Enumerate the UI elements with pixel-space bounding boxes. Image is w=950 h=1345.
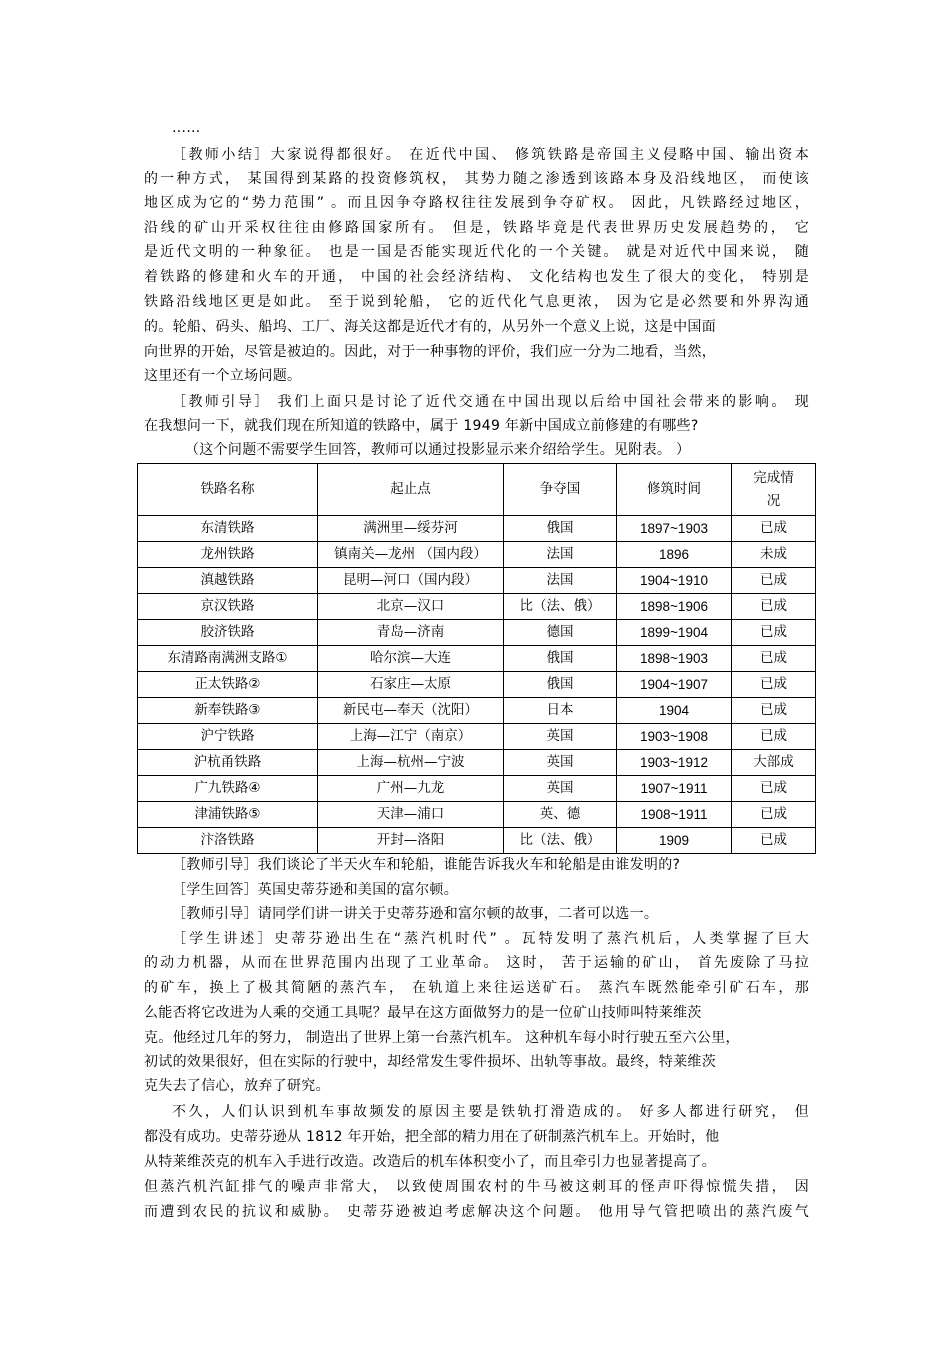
text-line: ［学生讲述］史蒂芬逊出生在“蒸汽机时代” 。瓦特发明了蒸汽机后，人类掌握了巨大	[172, 931, 809, 947]
cell-route: 石家庄—太原	[318, 672, 504, 698]
cell-status: 已成	[732, 516, 816, 542]
railway-table	[137, 463, 816, 854]
text-line: ［教师引导］我们谈论了半天火车和轮船，谁能告诉我火车和轮船是由谁发明的?	[172, 857, 681, 873]
cell-status: 已成	[732, 594, 816, 620]
cell-country: 法国	[504, 542, 617, 568]
cell-time: 1903~1908	[617, 724, 732, 750]
text-line: 的一种方式， 某国得到某路的投资修筑权， 其势力随之渗透到该路本身及沿线地区， 而使该	[144, 171, 809, 187]
text-line: 克失去了信心，放弃了研究。	[144, 1078, 330, 1094]
ellipsis-line: ……	[172, 120, 201, 136]
cell-name: 京汉铁路	[138, 594, 318, 620]
table-row	[138, 672, 816, 698]
text-line: 克。他经过几年的努力， 制造出了世界上第一台蒸汽机车。 这种机车每小时行驶五至六公里，	[144, 1030, 740, 1046]
cell-route: 哈尔滨—大连	[318, 646, 504, 672]
text-line: 么能否将它改进为人乘的交通工具呢？最早在这方面做努力的是一位矿山技师叫特莱维茨	[144, 1005, 702, 1021]
cell-name: 东清铁路	[138, 516, 318, 542]
cell-status: 已成	[732, 698, 816, 724]
cell-time: 1904~1907	[617, 672, 732, 698]
cell-country: 俄国	[504, 672, 617, 698]
text-line: 铁路沿线地区更是如此。 至于说到轮船， 它的近代化气息更浓， 因为它是必然要和外界沟通	[144, 294, 809, 310]
cell-name: 滇越铁路	[138, 568, 318, 594]
cell-route: 北京—汉口	[318, 594, 504, 620]
cell-status: 已成	[732, 646, 816, 672]
table-row	[138, 828, 816, 854]
cell-route: 广州—九龙	[318, 776, 504, 802]
cell-route: 昆明—河口（国内段）	[318, 568, 504, 594]
text-line: 这里还有一个立场问题。	[144, 368, 302, 384]
cell-country: 德国	[504, 620, 617, 646]
cell-status: 已成	[732, 620, 816, 646]
cell-status: 已成	[732, 776, 816, 802]
cell-status: 已成	[732, 828, 816, 854]
text-line: 沿线的矿山开采权往往由修路国家所有。 但是，铁路毕竟是代表世界历史发展趋势的， 它	[144, 220, 809, 236]
cell-name: 津浦铁路⑤	[138, 802, 318, 828]
table-row	[138, 750, 816, 776]
text-line: 的动力机器，从而在世界范围内出现了工业革命。 这时， 苦于运输的矿山， 首先废除了马拉	[144, 955, 809, 971]
cell-name: 新奉铁路③	[138, 698, 318, 724]
text-line: 的。轮船、码头、船坞、工厂、海关这都是近代才有的，从另外一个意义上说，这是中国面	[144, 319, 716, 335]
text-line: 初试的效果很好，但在实际的行驶中，却经常发生零件损坏、出轨等事故。最终，特莱维茨	[144, 1054, 716, 1070]
header-build-time: 修筑时间	[617, 464, 732, 516]
cell-time: 1904	[617, 698, 732, 724]
cell-name: 沪宁铁路	[138, 724, 318, 750]
cell-route: 天津—浦口	[318, 802, 504, 828]
table-row	[138, 646, 816, 672]
cell-status: 未成	[732, 542, 816, 568]
table-row	[138, 620, 816, 646]
cell-country: 日本	[504, 698, 617, 724]
cell-route: 新民屯—奉天（沈阳）	[318, 698, 504, 724]
table-row	[138, 776, 816, 802]
cell-country: 俄国	[504, 516, 617, 542]
cell-time: 1898~1903	[617, 646, 732, 672]
cell-route: 上海—杭州—宁波	[318, 750, 504, 776]
cell-name: 沪杭甬铁路	[138, 750, 318, 776]
text-line: ［教师引导］请同学们讲一讲关于史蒂芬逊和富尔顿的故事，二者可以选一。	[172, 906, 659, 922]
cell-country: 英国	[504, 776, 617, 802]
table-row	[138, 802, 816, 828]
header-route: 起止点	[318, 464, 504, 516]
cell-route: 满洲里—绥芬河	[318, 516, 504, 542]
cell-time: 1898~1906	[617, 594, 732, 620]
cell-time: 1896	[617, 542, 732, 568]
cell-time: 1909	[617, 828, 732, 854]
text-line: 的矿车，换上了极其简陋的蒸汽车， 在轨道上来往运送矿石。 蒸汽车既然能牵引矿石车，那	[144, 980, 809, 996]
cell-name: 汴洛铁路	[138, 828, 318, 854]
cell-status: 大部成	[732, 750, 816, 776]
text-line: 是近代文明的一种象征。 也是一国是否能实现近代化的一个关键。 就是对近代中国来说， 随	[144, 244, 809, 260]
cell-country: 英国	[504, 724, 617, 750]
cell-time: 1907~1911	[617, 776, 732, 802]
text-line: 地区成为它的“势力范围” 。而且因争夺路权往往发展到争夺矿权。 因此，凡铁路经过地区，	[144, 195, 809, 211]
cell-country: 比（法、俄）	[504, 828, 617, 854]
cell-name: 胶济铁路	[138, 620, 318, 646]
text-line: 在我想问一下，就我们现在所知道的铁路中，属于 1949 年新中国成立前修建的有哪些?	[144, 418, 699, 434]
cell-country: 法国	[504, 568, 617, 594]
cell-name: 广九铁路④	[138, 776, 318, 802]
header-country: 争夺国	[504, 464, 617, 516]
cell-route: 镇南关—龙州 （国内段）	[318, 542, 504, 568]
cell-time: 1899~1904	[617, 620, 732, 646]
cell-status: 已成	[732, 724, 816, 750]
text-line: 不久，人们认识到机车事故频发的原因主要是铁轨打滑造成的。 好多人都进行研究， 但	[172, 1104, 809, 1120]
table-row	[138, 724, 816, 750]
cell-status: 已成	[732, 802, 816, 828]
table-row	[138, 542, 816, 568]
text-line: 都没有成功。史蒂芬逊从 1812 年开始，把全部的精力用在了研制蒸汽机车上。开始时，他	[144, 1129, 720, 1145]
cell-route: 上海—江宁（南京）	[318, 724, 504, 750]
cell-time: 1908~1911	[617, 802, 732, 828]
cell-country: 英、德	[504, 802, 617, 828]
cell-status: 已成	[732, 672, 816, 698]
cell-country: 俄国	[504, 646, 617, 672]
text-line: 着铁路的修建和火车的开通， 中国的社会经济结构、 文化结构也发生了很大的变化， 特别是	[144, 269, 809, 285]
cell-time: 1904~1910	[617, 568, 732, 594]
cell-name: 东清路南满洲支路①	[138, 646, 318, 672]
table-row	[138, 698, 816, 724]
cell-name: 正太铁路②	[138, 672, 318, 698]
table-header-row	[138, 464, 816, 516]
text-line: ［教师小结］大家说得都很好。 在近代中国、 修筑铁路是帝国主义侵略中国、输出资本	[172, 147, 809, 163]
text-line: 而遭到农民的抗议和威胁。 史蒂芬逊被迫考虑解决这个问题。 他用导气管把喷出的蒸汽废气	[144, 1204, 809, 1220]
cell-status: 已成	[732, 568, 816, 594]
text-line: 从特莱维茨克的机车入手进行改造。改造后的机车体积变小了，而且牵引力也显著提高了。	[144, 1154, 716, 1170]
cell-country: 比（法、俄）	[504, 594, 617, 620]
text-line: 向世界的开始，尽管是被迫的。因此，对于一种事物的评价，我们应一分为二地看，当然，	[144, 344, 716, 360]
cell-time: 1903~1912	[617, 750, 732, 776]
table-row	[138, 594, 816, 620]
cell-route: 开封—洛阳	[318, 828, 504, 854]
header-status-text: 完成情况	[753, 469, 794, 509]
table-caption-note: （这个问题不需要学生回答，教师可以通过投影显示来介绍给学生。见附表。 ）	[185, 442, 691, 458]
text-line: 但蒸汽机汽缸排气的噪声非常大， 以致使周围农村的牛马被这刺耳的怪声吓得惊慌失措， 因	[144, 1179, 809, 1195]
header-status	[732, 464, 816, 516]
text-line: ［教师引导］ 我们上面只是讨论了近代交通在中国出现以后给中国社会带来的影响。 现	[172, 394, 809, 410]
cell-name: 龙州铁路	[138, 542, 318, 568]
cell-route: 青岛—济南	[318, 620, 504, 646]
cell-country: 英国	[504, 750, 617, 776]
table-row	[138, 568, 816, 594]
text-line: ［学生回答］英国史蒂芬逊和美国的富尔顿。	[172, 882, 458, 898]
header-railway-name: 铁路名称	[138, 464, 318, 516]
cell-time: 1897~1903	[617, 516, 732, 542]
table-row	[138, 516, 816, 542]
